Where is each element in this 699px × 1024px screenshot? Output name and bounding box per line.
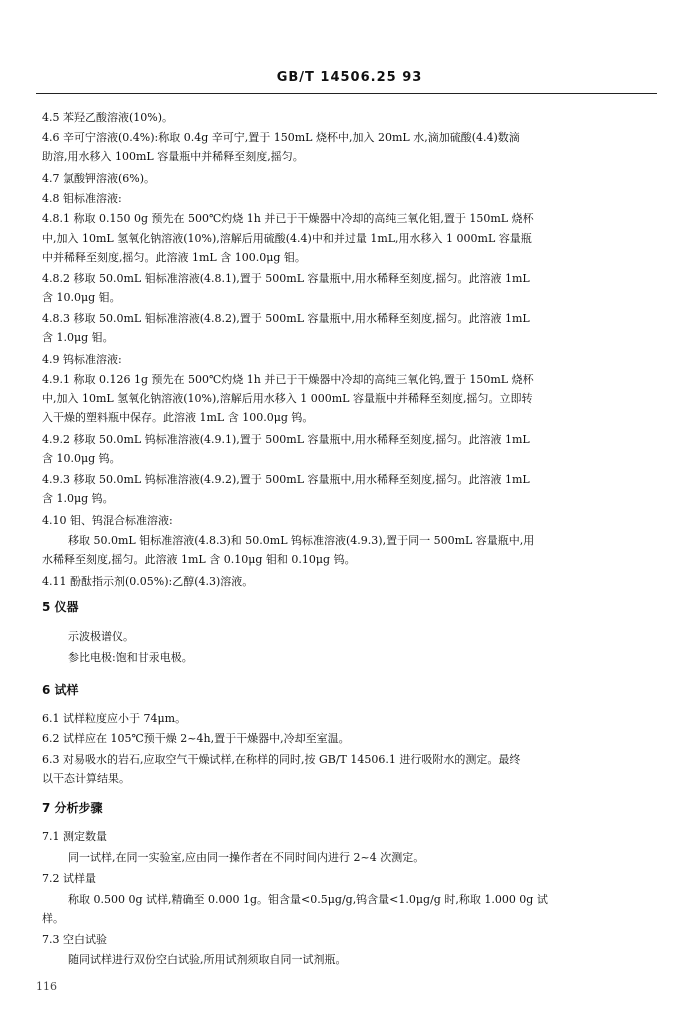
text-line: 4.10 钼、钨混合标准溶液: — [42, 514, 173, 527]
text-line: 含 1.0μg 钼。 — [42, 331, 114, 344]
text-line: 4.8 钼标准溶液: — [42, 192, 122, 205]
text-line: 7.3 空白试验 — [42, 933, 107, 946]
text-line: 4.8.2 移取 50.0mL 钼标准溶液(4.8.1),置于 500mL 容量瓶中,用水稀释至刻度,摇匀。此溶液 1mL — [42, 272, 530, 285]
header-rule — [36, 93, 657, 94]
text-line: 含 10.0μg 钨。 — [42, 452, 121, 465]
text-line: 4.6 辛可宁溶液(0.4%):称取 0.4g 辛可宁,置于 150mL 烧杯中,加入 20mL 水,滴加硫酸(4.4)数滴 — [42, 131, 520, 144]
section-heading: 7 分析步骤 — [42, 801, 103, 815]
text-line: 6.3 对易吸水的岩石,应取空气干燥试样,在称样的同时,按 GB/T 14506.1 进行吸附水的测定。最终 — [42, 753, 521, 766]
text-line: 7.2 试样量 — [42, 872, 96, 885]
text-line: 示波极谱仪。 — [68, 630, 134, 643]
text-line: 含 10.0μg 钼。 — [42, 291, 121, 304]
section-heading: 6 试样 — [42, 683, 79, 697]
running-header: GB/T 14506.25 93 — [276, 70, 423, 85]
text-line: 入干燥的塑料瓶中保存。此溶液 1mL 含 100.0μg 钨。 — [42, 411, 314, 424]
text-line: 4.9 钨标准溶液: — [42, 353, 122, 366]
text-line: 参比电极:饱和甘汞电极。 — [68, 651, 193, 664]
text-line: 4.9.2 移取 50.0mL 钨标准溶液(4.9.1),置于 500mL 容量瓶中,用水稀释至刻度,摇匀。此溶液 1mL — [42, 433, 530, 446]
text-line: 中,加入 10mL 氢氧化钠溶液(10%),溶解后用硫酸(4.4)中和并过量 1mL,用水移入 1 000mL 容量瓶 — [42, 232, 532, 245]
text-line: 中,加入 10mL 氢氧化钠溶液(10%),溶解后用水移入 1 000mL 容量瓶中并稀释至刻度,摇匀。立即转 — [42, 392, 533, 405]
text-line: 称取 0.500 0g 试样,精确至 0.000 1g。钼含量<0.5μg/g,钨含量<1.0μg/g 时,称取 1.000 0g 试 — [68, 893, 548, 906]
text-line: 6.1 试样粒度应小于 74μm。 — [42, 712, 187, 725]
text-line: 中并稀释至刻度,摇匀。此溶液 1mL 含 100.0μg 钼。 — [42, 251, 306, 264]
text-line: 以干态计算结果。 — [42, 772, 130, 785]
section-heading: 5 仪器 — [42, 600, 79, 614]
text-line: 4.9.3 移取 50.0mL 钨标准溶液(4.9.2),置于 500mL 容量瓶中,用水稀释至刻度,摇匀。此溶液 1mL — [42, 473, 530, 486]
text-line: 4.5 苯羟乙酸溶液(10%)。 — [42, 111, 174, 124]
text-line: 助溶,用水移入 100mL 容量瓶中并稀释至刻度,摇匀。 — [42, 150, 304, 163]
text-line: 4.8.1 称取 0.150 0g 预先在 500℃灼烧 1h 并已于干燥器中冷却的高纯三氧化钼,置于 150mL 烧杯 — [42, 212, 534, 225]
text-line: 4.8.3 移取 50.0mL 钼标准溶液(4.8.2),置于 500mL 容量瓶中,用水稀释至刻度,摇匀。此溶液 1mL — [42, 312, 530, 325]
text-line: 4.9.1 称取 0.126 1g 预先在 500℃灼烧 1h 并已于干燥器中冷却的高纯三氧化钨,置于 150mL 烧杯 — [42, 373, 534, 386]
page-number: 116 — [36, 980, 57, 993]
text-line: 4.7 氯酸钾溶液(6%)。 — [42, 172, 156, 185]
text-line: 含 1.0μg 钨。 — [42, 492, 114, 505]
text-line: 随同试样进行双份空白试验,所用试剂须取自同一试剂瓶。 — [68, 953, 347, 966]
text-line: 4.11 酚酞指示剂(0.05%):乙醇(4.3)溶液。 — [42, 575, 254, 588]
text-line: 同一试样,在同一实验室,应由同一操作者在不同时间内进行 2~4 次测定。 — [68, 851, 425, 864]
text-line: 水稀释至刻度,摇匀。此溶液 1mL 含 0.10μg 钼和 0.10μg 钨。 — [42, 553, 356, 566]
text-line: 样。 — [42, 912, 64, 925]
text-line: 7.1 测定数量 — [42, 830, 107, 843]
text-line: 6.2 试样应在 105℃预干燥 2~4h,置于干燥器中,冷却至室温。 — [42, 732, 350, 745]
text-line: 移取 50.0mL 钼标准溶液(4.8.3)和 50.0mL 钨标准溶液(4.9.3),置于同一 500mL 容量瓶中,用 — [68, 534, 535, 547]
